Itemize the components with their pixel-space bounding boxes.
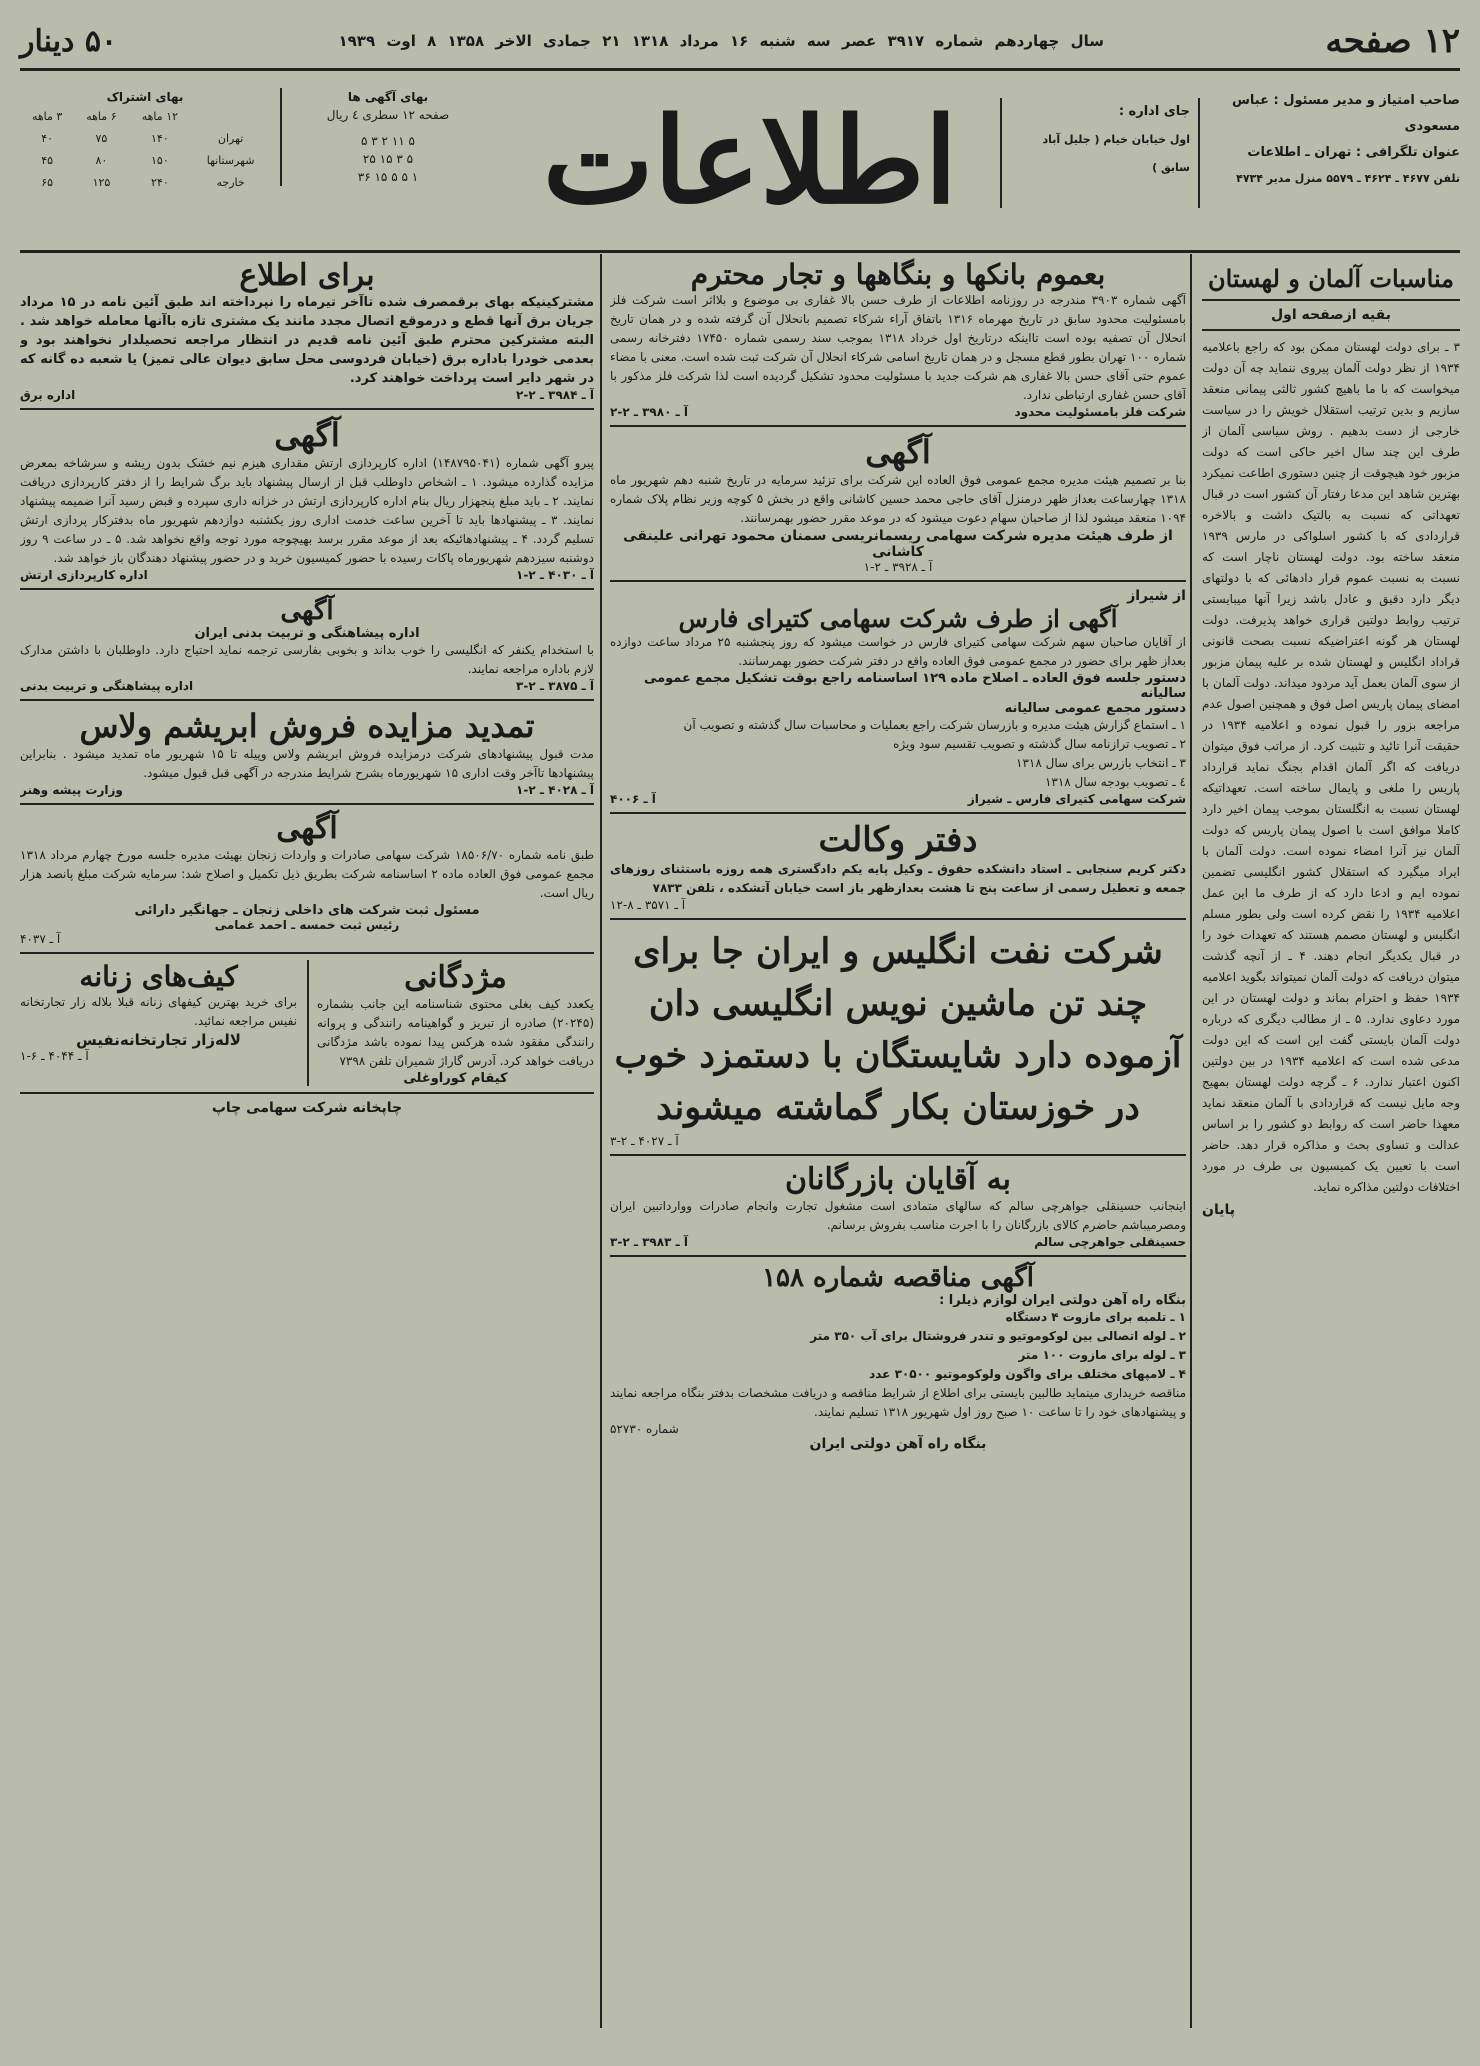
- subs-header: ۶ ماهه: [86, 110, 117, 123]
- agenda-item: ۱ ـ استماع گزارش هیئت مدیره و بازرسان شرکت راجع بعملیات و محاسبات سال گذشته و تصویب آن: [683, 718, 1186, 732]
- ad-heading: بعموم بانکها و بنگاهها و تجار محترم: [690, 258, 1106, 291]
- ad-signature-row: [20, 568, 594, 582]
- bag-ad: [20, 960, 297, 1086]
- article-subtitle: بقیه ازصفحه اول: [1271, 307, 1391, 323]
- ad-text: مشترکینیکه بهای برقمصرف شده تاآخر تیرماه را نپرداخته اند طبق آئین نامه در ۱۵ مرداد جریان برق آنها قطع و درموقع اتصال مجدد مانند یک مشتری تازه باآنها معامله خواهد شد . البته مشترکین محترم طبق آئین نامه قدیم در انتظار مراجعه تحصیلدار نخواهند بود و بعدمی خودرا باداره برق (خیابان فردوسی محل سابق دیوان عالی تمیز) یا شعبه ده گانه که در شهر دایر است پرداخت خواهند کرد.: [20, 295, 594, 386]
- ad-signature: کیقام کوراوغلی: [403, 1071, 508, 1086]
- bottom-ads-row: [20, 960, 594, 1086]
- ad-code: آ ـ ۴۰۳۷: [20, 932, 61, 946]
- phone-line: تلفن ۴۶۷۷ ـ ۴۶۲۴ ـ ۵۵۷۹ منزل مدیر ۴۷۳۴: [1236, 172, 1460, 185]
- subs-cell: ۱۴۰: [151, 132, 169, 145]
- column-divider: [600, 254, 602, 2028]
- office-label: جای اداره :: [1118, 104, 1190, 119]
- ad-text: یکعدد کیف بغلی محتوی شناسنامه این جانب بشماره (۲۰۲۴۵) صادره از تبریز و گواهینامه رانندگی و پروانه رانندگی مفقود شده هرکس پیدا نموده باشد مژدگانی دریافت خواهد کرد. آدرس گاراژ شمیران تلفن ۷۳۹۸: [317, 997, 594, 1068]
- ad-text: بنا بر تصمیم هیئت مدیره مجمع عمومی فوق العاده این شرکت برای تزئید سرمایه در تاریخ شنبه دهم شهریور ماه ۱۳۱۸ چهارساعت بعداز ظهر درمنزل آقای حاجی محمد حسین کاشانی واقع در بخش ۵ کوچه وزیر نظام پلاک شماره ۱۰۹۴ منعقد میشود لذا از صاحبان سهام دعوت میشود که در موعد مقرر حضور بهمرسانند.: [610, 473, 1186, 525]
- left-column: [20, 258, 594, 2028]
- ad-signature-row: [20, 679, 594, 693]
- ad-code: آ ـ ۳۹۸۴ ـ ۲-۲: [516, 388, 594, 402]
- printer-credit: چاپخانه شرکت سهامی چاپ: [211, 1100, 403, 1116]
- ad-signature: بنگاه راه آهن دولتی ایران: [809, 1436, 987, 1452]
- newspaper-page: [20, 18, 1460, 2028]
- ad-signature: اداره پیشاهنگی و تربیت بدنی: [20, 679, 194, 693]
- ad-heading: مژدگانی: [404, 960, 507, 995]
- shop-name: لاله‌زار تجارتخانه‌نفیس: [76, 1031, 241, 1049]
- ad-text: پیرو آگهی شماره (۱۴۸۷۹۵۰۴۱) اداره کارپردازی ارتش مقداری هیزم نیم خشک بدون ریشه و سرشاخه بمعرض مزایده گذارده میشود. ۱ ـ اشخاص داوطلب قبل از ارسال پیشنهاد باید برگ شرایط را از دفتر کارپردازی دریافت نمایند. ۲ ـ باید مبلغ پنجهزار ریال بنام اداره کارپردازی ارتش در خزانه داری سپرده و قبض رسید آنرا ضمیمه پیشنهاد نمایند. ۳ ـ پیشنهادها باید تا آخرین ساعت خدمت اداری روز یکشنبه دوازدهم شهریور ماه بدفترکار پردازی ارتش تسلیم گردد. ۴ ـ پیشنهادهائیکه بعد از موعد مقرر برسد بهیچوجه مورد توجه واقع نخواهد شد. ۵ ـ در ساعت ۹ روز دوشنبه سیزدهم شهریورماه پاکات رسیده با حضور کمیسیون خرید و در حضور پیشنهاد دهندگان باز خواهد شد.: [20, 456, 594, 565]
- ad-code: آ ـ ۴۰۰۶: [610, 792, 656, 806]
- page-number: ۱۲ صفحه: [1325, 21, 1460, 61]
- subs-place: خارجه: [216, 176, 245, 189]
- subscription-box: [20, 88, 270, 194]
- masthead: [20, 78, 1460, 246]
- telegraph-line: عنوان تلگرافی : تهران ـ اطلاعات: [1247, 145, 1460, 160]
- ad-heading: آگهی: [274, 416, 340, 454]
- ad-code: آ ـ ۳۵۷۱ ـ ۸-۱۲: [610, 898, 686, 912]
- agenda-title: دستور جلسه فوق العاده ـ اصلاح ماده ۱۲۹ اساسنامه راجع بوقت تشکیل مجمع عمومی سالیانه: [643, 671, 1186, 701]
- ad-heading: آگهی: [865, 433, 931, 471]
- ad-code: آ ـ ۳۹۸۳ ـ ۲-۳: [610, 1235, 688, 1249]
- ad-signature: شرکت فلز بامسئولیت محدود: [1014, 405, 1186, 419]
- ad-code: آ ـ ۳۸۷۵ ـ ۲-۳: [516, 679, 594, 693]
- ad-signature-row: [610, 1235, 1186, 1249]
- ad-text: اینجانب حسینقلی جواهرچی سالم که سالهای متمادی است مشغول تجارت وانجام صادرات ووارداتبین ایران ومصرمیباشم حاضرم کالای بازرگانان را با اجرت مناسب بفروش برسانم.: [610, 1199, 1186, 1232]
- ad-signature-row: [610, 405, 1186, 419]
- masthead-owner-box: [1210, 88, 1460, 192]
- ad-heading: آگهی مناقصه شماره ۱۵۸: [762, 1263, 1034, 1293]
- ad-code: آ ـ ۴۰۴۴ ـ ۶-۱: [20, 1049, 89, 1063]
- subs-title: بهای اشتراک: [106, 90, 184, 104]
- ad-heading: تمدید مزایده فروش ابریشم ولاس: [79, 707, 535, 745]
- center-column: [610, 258, 1186, 2028]
- ad-heading: کیف‌های زنانه: [79, 960, 238, 993]
- divider: [20, 250, 1460, 253]
- subs-header: ۳ ماهه: [31, 110, 63, 123]
- agenda-item: ٤ ـ تصویب بودجه سال ۱۳۱۸: [1044, 775, 1186, 789]
- ad-signature: مسئول ثبت شرکت های داخلی زنجان ـ جهانگیر دارائی: [134, 903, 480, 918]
- ad-code: آ ـ ۴۰۲۷ ـ ۲-۳: [610, 1134, 679, 1148]
- office-address: اول خیابان خیام ( جلیل آباد سابق ): [1042, 133, 1190, 174]
- tender-item: ۲ ـ لوله اتصالی بین لوکوموتیو و تندر فروشتال برای آب ۳۵۰ متر: [810, 1329, 1186, 1343]
- right-column: [1202, 258, 1460, 2028]
- ad-signature: شرکت سهامی کتیرای فارس ـ شیراز: [967, 792, 1186, 806]
- subs-place: شهرستانها: [206, 154, 255, 167]
- ad-heading: به آقایان بازرگانان: [784, 1162, 1012, 1197]
- ad-city: از شیراز: [1127, 588, 1186, 604]
- ad-text: با استخدام یکنفر که انگلیسی را خوب بداند و بخوبی بفارسی ترجمه نماید احتیاج دارد. داوطلبان با داشتن مدارک لازم باداره مراجعه نمایند.: [20, 643, 594, 676]
- article-end: پایان: [1202, 1202, 1235, 1218]
- ad-text: مدت قبول پیشنهادهای شرکت درمزایده فروش ابریشم ولاس وپیله تا ۱۵ شهریور ماه تمدید میشود . بنابراین پیشنهادها تاآخر وقت اداری ۱۵ شهریورماه بشرح شرایط مندرجه در آگهی قبل قبول میشود.: [20, 747, 594, 780]
- ad-signature: اداره برق: [20, 388, 76, 402]
- tender-item: ۱ ـ تلمبه برای مازوت ۴ دستگاه: [1005, 1310, 1186, 1324]
- subs-cell: ۱۵۰: [151, 154, 169, 167]
- ad-heading: برای اطلاع: [239, 258, 375, 293]
- ad-signature: اداره کارپردازی ارتش: [20, 568, 148, 582]
- owner-line: صاحب امتیاز و مدیر مسئول : عباس مسعودی: [1231, 93, 1460, 134]
- ad-signature: حسینقلی جواهرچی سالم: [1034, 1235, 1186, 1249]
- agenda-title: دستور مجمع عمومی سالیانه: [1004, 701, 1186, 716]
- reward-ad: [307, 960, 594, 1086]
- tender-item: ۴ ـ لامپهای مختلف برای واگون ولوکوموتیو ۳۰۵۰۰ عدد: [869, 1367, 1186, 1381]
- ad-code: شماره ۵۲۷۳۰: [610, 1422, 679, 1436]
- column-divider: [1190, 254, 1192, 2028]
- ad-text: طبق نامه شماره ۱۸۵۰۶/۷۰ شرکت سهامی صادرات و واردات زنجان بهیئت مدیره جلسه مورخ چهارم مرداد ۱۳۱۸ مجمع عمومی فوق العاده ماده ۲ اساسنامه شرکت بطریق ذیل تکمیل و اصلاح شد: سرمایه شرکت مبلغ پانصد هزار ریال است.: [20, 848, 594, 900]
- ad-heading: دفتر وکالت: [818, 820, 978, 860]
- subs-cell: ۴۰: [41, 132, 54, 145]
- ad-code: آ ـ ۳۹۸۰ ـ ۲-۲: [610, 405, 688, 419]
- subs-cell: ۴۵: [41, 154, 54, 167]
- ad-text: برای خرید بهترین کیفهای زنانه قبلا بلاله زار تجارتخانه نفیس مراجعه نمائید.: [20, 995, 297, 1028]
- article-title: مناسبات آلمان و لهستان: [1207, 264, 1455, 293]
- tender-item: ۳ ـ لوله برای مازوت ۱۰۰ متر: [1018, 1348, 1186, 1362]
- subs-cell: ۸۰: [95, 154, 108, 167]
- ad-text: آگهی شماره ۳۹۰۳ مندرجه در روزنامه اطلاعات از طرف حسن بالا غفاری بی موضوع و بلااثر است شرکت فلز بامسئولیت محدود سابق در تاریخ مهرماه ۱۳۱۶ باتفاق آراء شرکاء تصمیم بانحلال آن گرفته شده و در همان تاریخ انحلال آن تصفیه بوده است تااینکه درتاریخ اول خرداد ۱۳۱۸ بموجب سند رسمی شماره ۱۷۴۵۰ دفترخانه رسمی شماره ۱۰۰ تهران بطور قطع مسجل و در همان تاریخ اسامی شرکاء انحلال آن شرکت ثبت شده است. معنی با مضاء عموم حتی آقای حسن بالا غفاری هم شرکت جدید با مسئولیت محدود تشکیل گردیده است لذا شرکت فلز مذکور با آقای حسن غفاری ارتباطی ندارد.: [610, 293, 1186, 402]
- issue-header: [20, 18, 1460, 64]
- ad-display-text: شرکت نفت انگلیس و ایران جا برای چند تن ماشین نویس انگلیسی دان آزموده دارد شایستگان با دستمزد خوب در خوزستان بکار گماشته میشوند: [614, 931, 1182, 1128]
- newspaper-title: اطلاعات: [542, 91, 958, 230]
- tender-intro: بنگاه راه آهن دولتی ایران لوازم ذیلرا :: [939, 1293, 1186, 1308]
- subs-cell: ۲۴۰: [151, 176, 169, 189]
- subs-header: ۱۲ ماهه: [141, 110, 179, 123]
- agenda-item: ۲ ـ تصویب ترازنامه سال گذشته و تصویب تقسیم سود ویژه: [893, 737, 1186, 751]
- ad-code: آ ـ ۴۰۳۰ ـ ۲-۱: [516, 568, 594, 582]
- subs-cell: ۷۵: [95, 132, 108, 145]
- ad-rates-note: صفحه ۱۲ سطری ٤ ریال: [326, 108, 450, 122]
- ad-text: مناقصه خریداری مینماید طالبین بایستی برای اطلاع از شرایط مناقصه و دریافت مشخصات بدفتر بنگاه مراجعه نمایند و پیشنهادهای خود را تا ساعت ۱۰ صبح روز اول شهریور ۱۳۱۸ تسلیم نمایند.: [610, 1386, 1186, 1419]
- ad-signature-row: [20, 783, 594, 797]
- ad-heading: آگهی: [280, 596, 334, 626]
- ad-text: از آقایان صاحبان سهم شرکت سهامی کتیرای فارس در خواست میشود که روز پنجشنبه ۲۵ مرداد ساعت دوازده بعداز ظهر برای حضور در مجمع عمومی فوق العاده واقع در دفتر شرکت حضور بهمرسانند.: [610, 635, 1186, 668]
- agenda-item: ۳ ـ انتخاب بازرس برای سال ۱۳۱۸: [1016, 756, 1186, 770]
- ad-subheading: اداره پیشاهنگی و تربیت بدنی ایران: [194, 626, 420, 641]
- ad-rates-title: بهای آگهی ها: [347, 90, 429, 104]
- ad-rates-box: بهای آگهی ها صفحه ۱۲ سطری ٤ ریال ۵ ۱۱ ۲ ۳ ۵ ۵ ۳ ۱۵ ۲۵ ۱ ۵ ۵ ۱۵ ۳۶: [280, 88, 494, 186]
- ad-signature: وزارت پیشه وهنر: [20, 783, 123, 797]
- ad-signature-row: [20, 388, 594, 402]
- ad-heading: آگهی: [276, 811, 338, 846]
- subs-cell: ۶۵: [41, 176, 54, 189]
- subs-cell: ۱۲۵: [92, 176, 111, 189]
- ad-code: آ ـ ۳۹۲۸ ـ ۲-۱: [863, 560, 933, 574]
- divider: [20, 68, 1460, 71]
- ad-heading: آگهی از طرف شرکت سهامی کتیرای فارس: [678, 604, 1118, 633]
- article-body: ۳ ـ برای دولت لهستان ممکن بود که راجع باعلامیه ۱۹۳۴ از نظر دولت آلمان پیروی ننماید چه آن دولت میخواست که با ما باهیچ کشور ثالثی پیمانی منعقد سازیم و بدین ترتیب استقلال خویش را در سیاست خارجی از دست بدهیم . روش سیاسی آلمان از طرف این چند سال اخیر حاکی است که دولت مزبور خود هیچوقت از چنین دستوری اطاعت نمیکرد بهترین شاهد این مدعا رفتار آن کشور است در قبال تعهداتی که نسبت به بالتیک داشت و بالاخره قراردادی که با کشور اسلواکی در مارس ۱۹۳۹ منعقد ساخته بود. دولت لهستان ناچار است که نسبت به نسبت عموم قرار دادهائی که با دولتهای دیگر دارد دقیق و عادل باشد زیرا آنها میبایستی ترتیب روابط دولتین قراری خواهد پذیرفت. دولت لهستان هر گونه اعتراضیکه نسبت بصحت قانونی قراداد انگلیس و لهستان شده بر علیه پیمان مزبور از سوی آلمان بعمل آید مردود میداند. دولت آلمان با امضای پیمان پاریس اصل فوق و همچنین اصول عدم مراجعه بزور را قبول نموده و اعلامیه ۱۹۳۴ در حقیقت آنرا تائید و تثبیت کرد. از مراتب فوق میتوان دریافت که اگر آلمان اقدام بجنگ نماید قرارداد پاریس را ملغی و پایمال ساخته است. تعهداتیکه لهستان نسبت به انگلستان بموجب پیمان اخیر دارد کاملا موافق است با اصول پیمان پاریس که دولت آلمان نیز آنرا امضاء نموده است. دولت آلمان با ایراد میگیرد که استقلال کشور انگلیسی تضمین نموده ایم و ادعا دارد که از طرف ما این عمل اعلامیه ۱۹۳۴ را نقض کرده است ولی بطور مسلم انگلیس و لهستان مصمم هستند که تعهدات خود را در قبال یکدیگر انجام دهند. ۴ ـ از آنچه گذشت میتوان دریافت که دولت آلمان نمیتواند بگوید اعلامیه ۱۹۳۴ حفظ و احترام بماند و دولت لهستان در این مورد دعاوی ندارد. ۵ ـ از مطالب دیگری که درباره دولت آلمان بایستی گفت این است که این دولت مدعی شده است که اعلامیه ۱۹۳۴ در بین دولتین اکنون اعتبار ندارد. ۶ ـ گرچه دولت لهستان بمهیج وجه مایل نیست که قراردادی با آلمان منعقد نماید معهذا حاضر است که روابط دو کشور را بر اساس عدالت و تساوی بحث و مذاکره قرار دهد. حاضر است با تعیین یک کمیسیون بی طرف در مورد اختلافات دولتین مذاکره نماید.: [1202, 340, 1460, 1194]
- ad-code: آ ـ ۴۰۲۸ ـ ۲-۱: [516, 783, 594, 797]
- issue-info: سال چهاردهم شماره ۳۹۱۷ عصر سه شنبه ۱۶ مرداد ۱۳۱۸ ۲۱ جمادی الاخر ۱۳۵۸ ۸ اوت ۱۹۳۹: [338, 32, 1104, 50]
- office-box: [1000, 98, 1200, 208]
- subs-place: تهران: [217, 132, 244, 145]
- ad-text: دکتر کریم سنجابی ـ استاد دانشکده حقوق ـ وکیل پایه یکم دادگستری همه روزه باستثنای روزهای جمعه و تعطیل رسمی از ساعت پنج تا هشت بعدازظهر باز است خیابان آتشکده ، تلفن ۷۸۳۳: [610, 862, 1186, 895]
- subs-table: [20, 106, 270, 194]
- issue-price: ۵۰ دینار: [20, 23, 118, 59]
- ad-signature: رئیس ثبت خمسه ـ احمد غمامی: [214, 918, 400, 932]
- ad-signature: از طرف هیئت مدیره شرکت سهامی ریسمانریسی سمنان محمود تهرانی علینقی کاشانی: [623, 528, 1173, 560]
- ad-signature-row: [610, 792, 1186, 806]
